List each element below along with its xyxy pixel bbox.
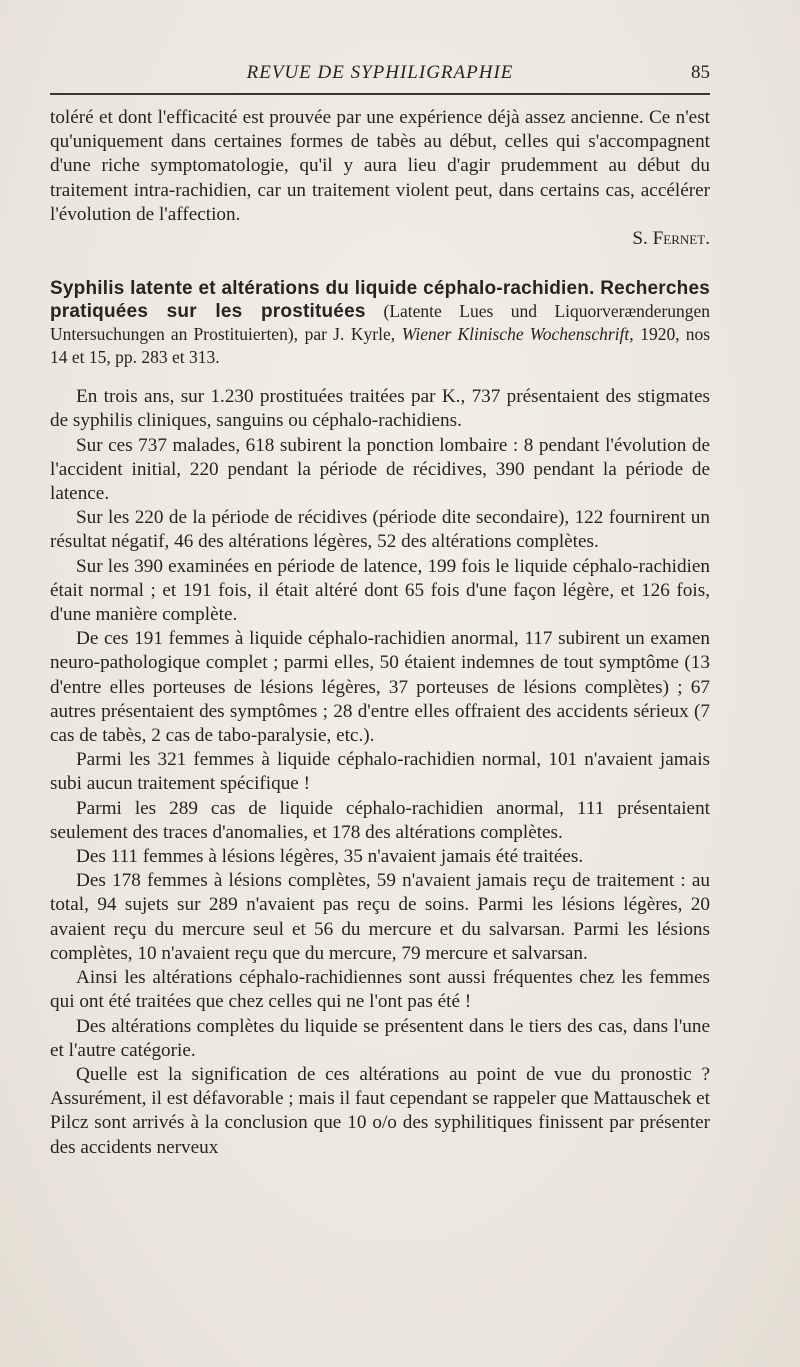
journal-title: REVUE DE SYPHILIGRAPHIE — [246, 62, 514, 83]
paragraph: En trois ans, sur 1.230 prostituées traitées par K., 737 présentaient des stigmates de syphilis cliniques, sanguins ou céphalo-rachidiens. — [50, 386, 710, 432]
citation: 1920, nos 14 et 15, pp. 283 et 313. — [50, 324, 711, 368]
previous-review-text: toléré et dont l'efficacité est prouvée par une expérience déjà assez ancienne. Ce n'est qu'uniquement dans certaines formes de tabès au début, celles qui s'accompagnent d'une riche symptomatologie, qu'il y aura lieu d'agir prudemment au début du traitement intra-rachidien, car un traitement violent peut, dans certains cas, accélérer l'évolution de l'affection. — [50, 107, 710, 225]
paragraph: Parmi les 321 femmes à liquide céphalo-rachidien normal, 101 n'avaient jamais subi aucun traitement spécifique ! — [50, 749, 710, 795]
paragraph: Sur les 390 examinées en période de latence, 199 fois le liquide céphalo-rachidien était normal ; et 191 fois, il était altéré dont 65 fois d'une façon légère, et 126 fois, d'une manière complète. — [50, 555, 710, 626]
paragraph: Ainsi les altérations céphalo-rachidiennes sont aussi fréquentes chez les femmes qui ont été traitées que chez celles qui ne l'ont pas été ! — [50, 967, 710, 1013]
article-title: Syphilis latente et altérations du liquide céphalo-rachidien. Recherches pratiquées sur les prostituées — [50, 278, 710, 323]
article-heading — [50, 277, 710, 369]
paragraph: Sur ces 737 malades, 618 subirent la ponction lombaire : 8 pendant l'évolution de l'accident initial, 220 pendant la période de récidives, 390 pendant la période de latence. — [50, 434, 710, 505]
paragraph: Parmi les 289 cas de liquide céphalo-rachidien anormal, 111 présentaient seulement des traces d'anomalies, et 178 des altérations complètes. — [50, 797, 710, 843]
paragraph: De ces 191 femmes à liquide céphalo-rachidien anormal, 117 subirent un examen neuro-pathologique complet ; parmi elles, 50 étaient indemnes de tout symptôme (13 d'entre elles porteuses de lésions légères, 37 porteuses de lésions complètes) ; 67 autres présentaient des symptômes ; 28 d'entre elles offraient des accidents sérieux (7 cas de tabès, 2 cas de tabo-paralysie, etc.). — [50, 628, 710, 747]
header-rule — [50, 93, 710, 95]
review-signature — [50, 227, 710, 251]
article-body — [50, 106, 710, 1160]
paragraph: Sur les 220 de la période de récidives (période dite secondaire), 122 fournirent un résultat négatif, 46 des altérations légères, 52 des altérations complètes. — [50, 507, 710, 553]
paragraph: Des altérations complètes du liquide se présentent dans le tiers des cas, dans l'une et l'autre catégorie. — [50, 1015, 710, 1061]
author-name: Kyrle, — [350, 324, 396, 345]
by-label: par J. — [304, 324, 345, 345]
original-title: (Latente Lues und Liquorverænderungen Untersuchungen an Prostituierten), — [50, 301, 710, 345]
paragraph: Des 178 femmes à lésions complètes, 59 n'avaient jamais reçu de traitement : au total, 94 sujets sur 289 n'avaient pas reçu de soins. Parmi les lésions légères, 20 avaient reçu du mercure seul et 56 du mercure et du salvarsan. Parmi les lésions complètes, 10 n'avaient reçu que du mercure, 79 mercure et salvarsan. — [50, 870, 710, 964]
page-number: 85 — [691, 62, 710, 83]
reviewer-name: S. Fernet. — [632, 228, 710, 250]
running-head — [50, 60, 710, 88]
paragraph: Des 111 femmes à lésions légères, 35 n'avaient jamais été traitées. — [76, 846, 584, 868]
journal-name: Wiener Klinische Wochenschrift, — [401, 324, 634, 345]
paragraph: Quelle est la signification de ces altérations au point de vue du pronostic ? Assurément, il est défavorable ; mais il faut cependant se rappeler que Mattauschek et Pilcz sont arrivés à la conclusion que 10 o/o des syphilitiques finissent par présenter des accidents nerveux — [50, 1063, 710, 1158]
